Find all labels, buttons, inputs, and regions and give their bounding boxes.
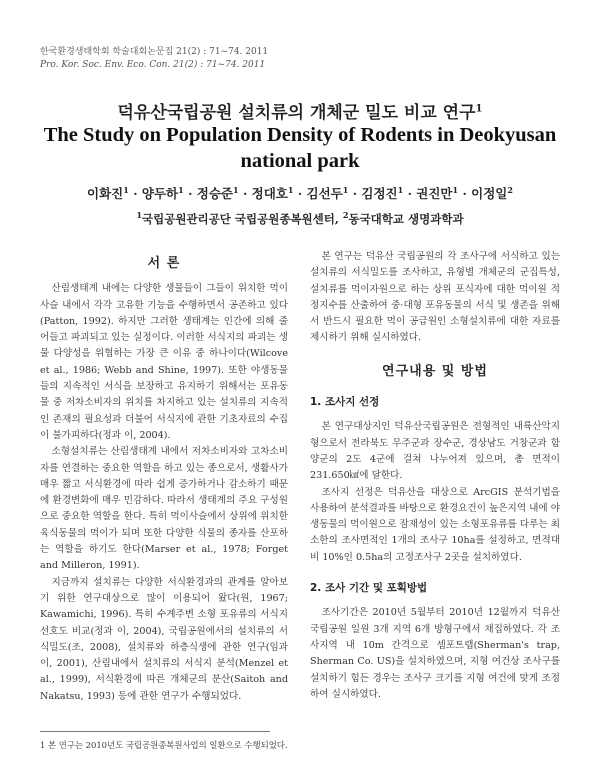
- left-column: [40, 256, 288, 705]
- title-footnote-mark: 1: [475, 103, 483, 115]
- affiliation: 국립공원관리공단 국립공원종복원센터,: [142, 211, 339, 226]
- affiliation-mark: 2: [342, 210, 349, 220]
- title-korean-text: 덕유산국립공원 설치류의 개체군 밀도 비교 연구: [117, 103, 476, 123]
- paragraph: 조사지 선정은 덕유산을 대상으로 ArcGIS 분석기법을 사용하여 분석결과를 바탕으로 환경요건이 높은지역 내에 야생동물의 먹이원으로 잠재성이 있는 소형포유류를 다루는 최소한의 조사면적인 1개의 조사구 10ha를 설정하고, 면적대비 10%인 0.5ha의 고정조사구 2곳을 설치하였다.: [310, 486, 560, 563]
- paragraph: 본 연구는 덕유산 국립공원의 각 조사구에 서식하고 있는 설치류의 서식밀도를 조사하고, 유형별 개체군의 군집특성, 설치류를 먹이자원으로 하는 상위 포식자에 대한 먹이원 적정지수를 산출하여 중·대형 포유동물의 서식 및 생존을 위해서 반드시 필요한 먹이 공급원인 소형설치류에 대한 자료를 제시하기 위해 실시하였다.: [310, 251, 560, 344]
- author: 이화진$^1$: [87, 184, 129, 201]
- author: 이정일$^2$: [471, 184, 513, 201]
- author: 정승준$^1$: [196, 184, 239, 201]
- paragraph: 지금까지 설치류는 다양한 서식환경과의 관계를 알아보기 위한 연구대상으로 많이 이용되어 왔다(원, 1967; Kawamichi, 1996). 특히 수계주변 소형 포유류의 서식지 선호도 비교(정과 이, 2004), 국립공원에서의 설치류의 서식밀도(조, 2008), 설치류와 하층식생에 관한 연구(임과 이, 2001), 산림내에서 설치류의 서식지 분석(Menzel et al., 1999), 서식환경에 따른 개체군의 분산(Saitoh and Nakatsu, 1993) 등에 관한 연구가 수행되었다.: [40, 576, 288, 702]
- subsection-heading: 1. 조사지 선정: [310, 396, 380, 409]
- title-english: The Study on Population Density of Rodents in Deokyusan national park: [43, 124, 557, 172]
- section-heading-methods: 연구내용 및 방법: [382, 363, 488, 379]
- subsection-heading: 2. 조사 기간 및 포획방법: [310, 582, 428, 595]
- section-heading-introduction: 서 론: [147, 256, 181, 271]
- footnote-divider: [40, 731, 270, 732]
- paragraph: 조사기간은 2010년 5월부터 2010년 12월까지 덕유산국립공원 일원 3개 지역 6개 방형구에서 채집하였다. 각 조사지역 내 10m 간격으로 셈포트랩(Sherman's trap, Sherman Co. US)을 설치하였으며, 지형 여건상 조사구를 설치하기 힘든 경우는 조사구 크기를 지형 여건에 맞게 조정하여 실시하였다.: [310, 607, 560, 700]
- paragraph: 소형설치류는 산림생태계 내에서 저차소비자와 고차소비자를 연결하는 중요한 역할을 하고 있는 종으로서, 생활사가 매우 짧고 서식환경에 따라 쉽게 증가하거나 감소하기 때문에 환경변화에 매우 민감하다. 따라서 생태계의 주요 구성원으로 중요한 역할을 한다. 특히 먹이사슬에서 상위에 위치한 육식동물의 먹이가 되며 또한 다양한 식물의 종자를 산포하는 역할을 하기도 한다(Marser et al., 1978; Forget and Milleron, 1991).: [40, 446, 288, 572]
- paragraph: 산림생태계 내에는 다양한 생물들이 그들이 위치한 먹이사슬 내에서 각각 고유한 기능을 수행하면서 공존하고 있다(Patton, 1992). 하지만 그러한 생태계는 인간에 의해 줄어들고 파괴되고 있는 실정이다. 이러한 서식지의 파괴는 생물 다양성을 위협하는 가장 큰 이유 중 하나이다(Wilcove et al., 1986; Webb and Shine, 1997). 또한 야생동물들의 지속적인 서식을 보장하고 유지하기 위해서는 포유동물 중 저차소비자의 위치를 차지하고 있는 설치류의 지속적인 존재의 필요성과 더불어 서식지에 관한 기초자료의 수집이 불가피하다(정과 이, 2004).: [40, 283, 288, 441]
- author: 김선두$^1$: [306, 184, 349, 201]
- right-column: [310, 249, 560, 703]
- author-list: 이화진$^1$ · 양두하$^1$ · 정승준$^1$ · 정대호$^1$ · 김선두$^1$ · 김정진$^1$ · 권진만$^1$ · 이정일$^2$: [87, 184, 513, 201]
- author: 정대호$^1$: [251, 184, 294, 201]
- journal-citation: [40, 46, 268, 72]
- affiliation-mark: 1: [136, 210, 143, 220]
- title-korean: [0, 98, 600, 123]
- journal-line-ko: 한국환경생태학회 학술대회논문집 21(2) : 71~74. 2011: [40, 47, 269, 57]
- affiliations: [0, 210, 600, 227]
- paragraph: 본 연구대상지인 덕유산국립공원은 전형적인 내륙산악지형으로서 전라북도 무주군과 장수군, 경상남도 거창군과 함양군의 2도 4군에 걸쳐 나누어져 있으며, 총 면적이 231.650㎢에 달한다.: [310, 421, 560, 482]
- author: 김정진$^1$: [361, 184, 404, 201]
- affiliation: 동국대학교 생명과학과: [348, 211, 464, 226]
- author: 권진만$^1$: [416, 184, 459, 201]
- journal-line-en: Pro. Kor. Soc. Env. Eco. Con. 21(2) : 71~74. 2011: [40, 60, 266, 70]
- author: 양두하$^1$: [141, 184, 184, 201]
- footnote: 1 본 연구는 2010년도 국립공원종복원사업의 일환으로 수행되었다.: [40, 740, 288, 750]
